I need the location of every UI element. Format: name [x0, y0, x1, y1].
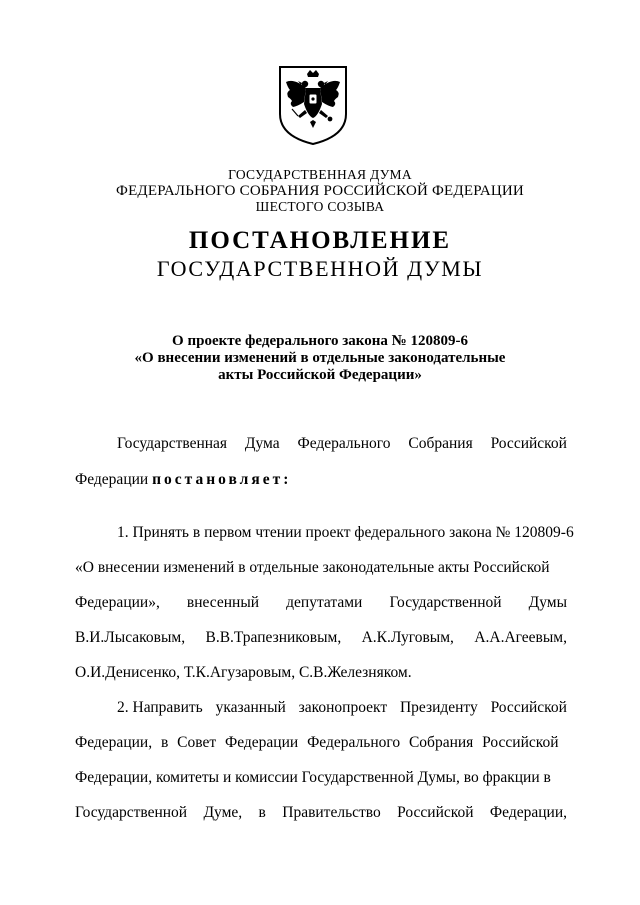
- deputy-name: А.К.Луговым,: [361, 629, 454, 646]
- deputy-name: В.И.Лысаковым,: [75, 629, 186, 646]
- item2-line-2: Федерации, в Совет Федерации Федерального Собрания Российской: [75, 734, 559, 751]
- item2-word: Правительство: [282, 804, 381, 821]
- item1-line-3: [75, 594, 567, 612]
- item2-word: законопроект: [298, 699, 388, 716]
- preamble-word: Российской: [490, 435, 567, 452]
- header-line-1: ГОСУДАРСТВЕННАЯ ДУМА: [228, 167, 412, 182]
- header-line-3: ШЕСТОГО СОЗЫВА: [255, 199, 385, 214]
- item2-line-4: [75, 804, 567, 822]
- preamble-federation: Федерации: [75, 471, 149, 488]
- coat-of-arms-icon: [276, 64, 350, 146]
- subject-line-3: акты Российской Федерации»: [218, 367, 422, 383]
- item1-line-5: О.И.Денисенко, Т.К.Агузаровым, С.В.Железняком.: [75, 664, 412, 681]
- item1-word: депутатами: [286, 594, 363, 611]
- item2-word: указанный: [215, 699, 286, 716]
- preamble-word: Собрания: [408, 435, 473, 452]
- item2-word: 2. Направить: [117, 699, 203, 716]
- deputy-name: А.А.Агеевым,: [474, 629, 567, 646]
- item1-word: Государственной: [389, 594, 502, 611]
- item1-word: Думы: [528, 594, 567, 611]
- item2-line-3: Федерации, комитеты и комиссии Государственной Думы, во фракции в: [75, 769, 551, 786]
- preamble-line-1: [75, 435, 567, 453]
- item1-line-2: «О внесении изменений в отдельные законодательные акты Российской: [75, 559, 550, 576]
- item1-word: Федерации»,: [75, 594, 160, 611]
- item1-word: внесенный: [186, 594, 260, 611]
- document-subtitle: ГОСУДАРСТВЕННОЙ ДУМЫ: [156, 256, 484, 281]
- preamble-word: Государственная: [117, 435, 228, 452]
- subject-line-1: О проекте федерального закона № 120809-6: [172, 333, 468, 349]
- item1-line-4: [75, 629, 567, 647]
- resolves-text: постановляет:: [152, 471, 292, 488]
- item2-word: Президенту: [399, 699, 478, 716]
- document-title: ПОСТАНОВЛЕНИЕ: [188, 227, 452, 254]
- item2-line-1: [75, 699, 567, 717]
- item2-word: в: [258, 804, 266, 821]
- item2-word: Думе,: [203, 804, 243, 821]
- preamble-word: Федерального: [297, 435, 391, 452]
- item2-word: Федерации,: [489, 804, 567, 821]
- preamble-word: Дума: [244, 435, 280, 452]
- item2-word: Российской: [490, 699, 567, 716]
- preamble-line-2: [75, 471, 567, 489]
- item2-word: Государственной: [75, 804, 188, 821]
- subject-line-2: «О внесении изменений в отдельные законодательные: [134, 350, 506, 366]
- item1-line-1: 1. Принять в первом чтении проект федерального закона № 120809-6: [117, 524, 574, 541]
- header-line-2: ФЕДЕРАЛЬНОГО СОБРАНИЯ РОССИЙСКОЙ ФЕДЕРАЦИИ: [116, 183, 524, 199]
- item2-word: Российской: [397, 804, 474, 821]
- deputy-name: В.В.Трапезниковым,: [205, 629, 342, 646]
